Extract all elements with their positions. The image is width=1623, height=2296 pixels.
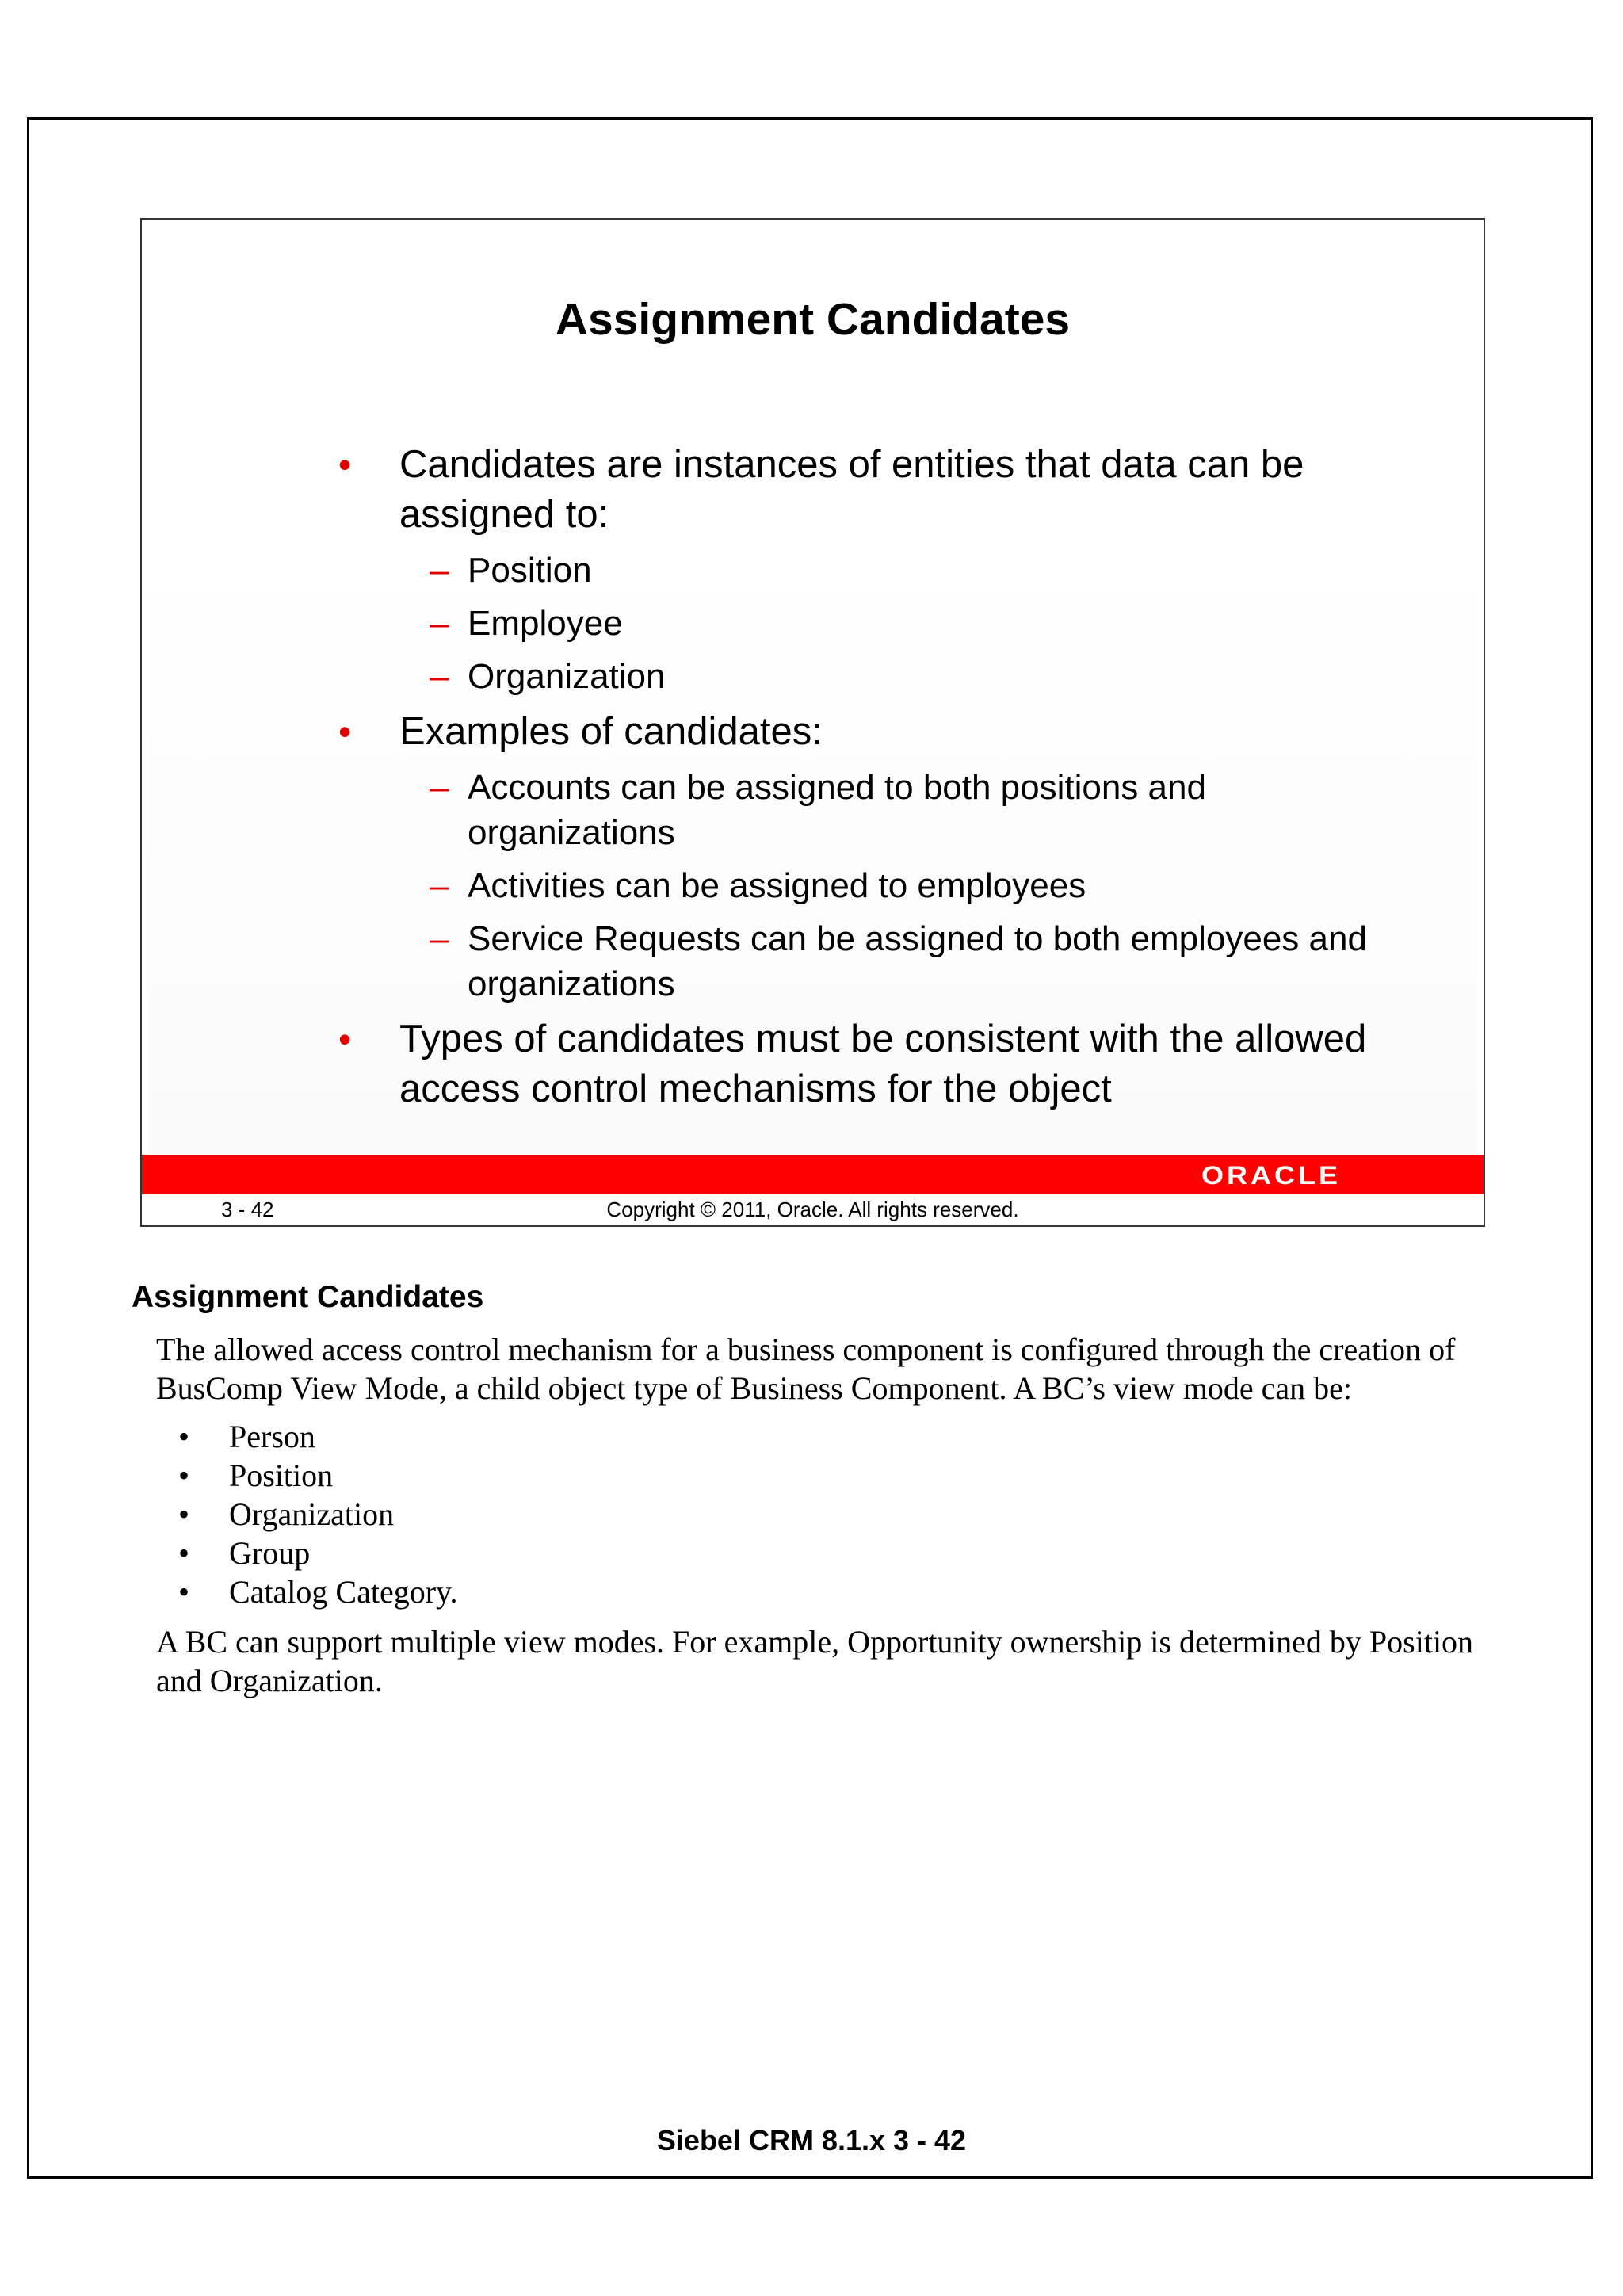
bullet-text: Candidates are instances of entities that data can be assigned to: (399, 443, 1304, 536)
bullet-dot-icon: • (338, 444, 352, 485)
sub-bullet-text: Employee (468, 604, 623, 643)
page-footer: Siebel CRM 8.1.x 3 - 42 (656, 2124, 967, 2157)
list-item-text: Organization (229, 1496, 395, 1532)
bullet-text: Examples of candidates: (399, 710, 823, 753)
list-item-text: Person (229, 1419, 315, 1454)
oracle-brand-bar (142, 1155, 1484, 1194)
notes-paragraph: The allowed access control mechanism for a business component is configured through the creation of BusComp View Mode, a child object type of Business Component. A BC’s view mode can be: (156, 1331, 1456, 1406)
bullet-dot-icon: • (338, 711, 352, 752)
sub-bullet-text: Position (468, 551, 592, 590)
bullet-dot-icon: • (338, 1018, 352, 1060)
bullet-icon: • (178, 1574, 190, 1610)
bullet-item (243, 707, 1369, 757)
notes-body (156, 1330, 1503, 1710)
sub-bullet-item (243, 863, 1369, 908)
notes-heading: Assignment Candidates (132, 1280, 484, 1314)
dash-icon: – (430, 551, 449, 590)
dash-icon: – (430, 866, 449, 905)
sub-bullet-item (243, 654, 1369, 699)
bullet-item (243, 440, 1369, 540)
dash-icon: – (430, 657, 449, 696)
bullet-text: Types of candidates must be consistent with the allowed access control mechanisms for the object (399, 1018, 1367, 1110)
list-item-text: Catalog Category. (229, 1574, 458, 1610)
view-mode-list (156, 1417, 1503, 1611)
list-item (156, 1534, 1503, 1572)
bullet-icon: • (178, 1496, 190, 1532)
sub-bullet-text: Service Requests can be assigned to both employees and organizations (468, 919, 1367, 1003)
list-item-text: Group (229, 1535, 311, 1571)
list-item (156, 1456, 1503, 1495)
sub-bullet-item (243, 548, 1369, 593)
list-item (156, 1572, 1503, 1611)
sub-bullet-item (243, 601, 1369, 646)
dash-icon: – (430, 768, 449, 807)
sub-bullet-item (243, 916, 1369, 1007)
copyright-text: Copyright © 2011, Oracle. All rights reserved. (606, 1198, 1019, 1221)
sub-bullet-text: Organization (468, 657, 666, 696)
sub-bullet-text: Activities can be assigned to employees (468, 866, 1086, 905)
notes-paragraph: A BC can support multiple view modes. For example, Opportunity ownership is determined by Position and Organization. (156, 1624, 1474, 1698)
bullet-icon: • (178, 1457, 190, 1493)
slide-bullets (243, 440, 1369, 1122)
slide-footer (142, 1194, 1484, 1223)
slide-number: 3 - 42 (221, 1198, 274, 1221)
sub-bullet-text: Accounts can be assigned to both positions and organizations (468, 768, 1206, 852)
sub-bullet-item (243, 765, 1369, 855)
oracle-logo: ORACLE (1201, 1160, 1341, 1190)
list-item (156, 1417, 1503, 1456)
slide (140, 218, 1485, 1227)
list-item-text: Position (229, 1457, 334, 1493)
list-item (156, 1495, 1503, 1534)
slide-body (148, 226, 1477, 1161)
dash-icon: – (430, 604, 449, 643)
bullet-icon: • (178, 1535, 190, 1571)
bullet-icon: • (178, 1419, 190, 1454)
slide-title: Assignment Candidates (555, 294, 1071, 345)
dash-icon: – (430, 919, 449, 958)
bullet-item (243, 1014, 1369, 1114)
